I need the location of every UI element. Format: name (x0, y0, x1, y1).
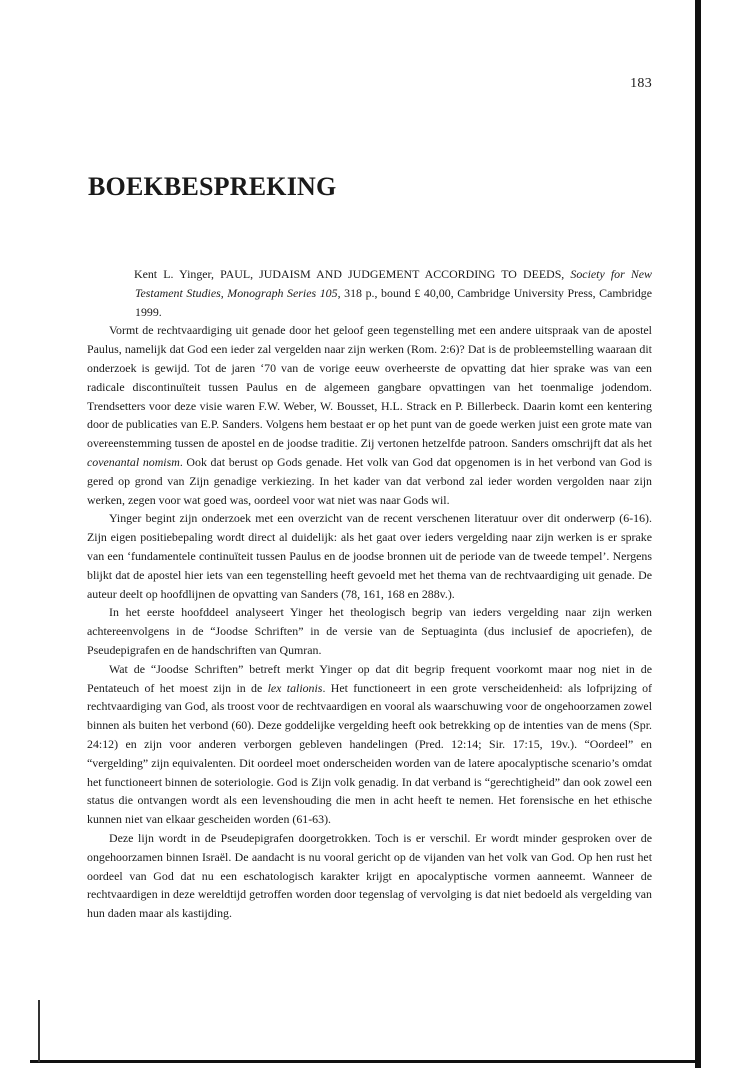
paragraph-text: Deze lijn wordt in de Pseudepigrafen doorgetrokken. Toch is er verschil. Er wordt minder gesproken over de ongehoorzamen binnen Israël. De aandacht is nu vooral gericht op de vijanden van het volk van God. Op hen rust het oordeel van God dat nu een eschatologisch karakter krijgt en apocalyptische vormen aanneemt. Wanneer de rechtvaardigen in deze wereldtijd getroffen worden door tegenslag of vervolging is dat niet bedoeld als vergelding van hun daden maar als kastijding. (87, 830, 652, 921)
paragraph-text: Yinger begint zijn onderzoek met een overzicht van de recent verschenen literatuur over dit onderwerp (6-16). Zijn eigen positiebepaling wordt direct al duidelijk: als het gaat over ieders vergelding naar zijn werken is er sprake van een ‘fundamentele continuïteit tussen Paulus en de joodse bronnen uit de periode van de tweede tempel’. Nergens blijkt dat de apostel hier iets van een tegenstelling heeft gevoeld met het thema van de rechtvaardiging uit genade. De auteur deelt op hoofdlijnen de opvatting van Sanders (78, 161, 168 en 288v.). (87, 511, 652, 601)
paragraph-2 (87, 509, 652, 603)
citation-details: , 318 p., bound £ 40,00, Cambridge University Press, Cambridge 1999. (135, 285, 653, 319)
paragraph-1 (87, 321, 652, 509)
paragraph-italic: covenantal nomism (87, 454, 180, 469)
paragraph-5 (87, 829, 652, 923)
paragraph-text-cont: . Ook dat berust op Gods genade. Het volk van God dat opgenomen is in het verbond van God is gered op grond van Zijn genadige verkiezing. In het kader van dat verbond zal ieder worden vergolden naar zijn werken, zegen voor wat goed was, oordeel voor wat niet was naar Gods wil. (87, 454, 652, 507)
paragraph-3 (87, 603, 652, 659)
paragraph-text: Vormt de rechtvaardiging uit genade door het geloof geen tegenstelling met een andere uitspraak van de apostel Paulus, namelijk dat God een ieder zal vergelden naar zijn werken (Rom. 2:6)? Dat is de probleemstelling waaraan dit onderzoek is gewijd. Tot de jaren ‘70 van de vorige eeuw overheerste de opvatting dat hier sprake was van een radicale discontinuïteit tussen Paulus en de algemeen gangbare opvattingen van het toenmalige jodendom. Trendsetters voor deze visie waren F.W. Weber, W. Bousset, H.L. Strack en P. Billerbeck. Daarin komt een kentering door de publicaties van E.P. Sanders. Volgens hem bestaat er op het punt van de goede werken juist een grote mate van overeenstemming tussen de apostel en de joodse traditie. Zij vertonen hetzelfde patroon. Sanders omschrijft dat als het (87, 323, 652, 451)
scan-edge-right (695, 0, 701, 1068)
page-title: BOEKBESPREKING (88, 172, 337, 201)
paragraph-4 (87, 660, 652, 829)
review-body (87, 265, 652, 923)
paragraph-text: In het eerste hoofddeel analyseert Yinger het theologisch begrip van ieders vergelding naar zijn werken achtereenvolgens in de “Joodse Schriften” in de versie van de Septuaginta (dus inclusief de apocriefen), de Pseudepigrafen en de handschriften van Qumran. (87, 605, 652, 657)
scan-edge-bottom (30, 1060, 701, 1063)
citation-series: Society for New Testament Studies, Monograph Series 105 (135, 267, 652, 300)
book-citation (87, 265, 652, 321)
paragraph-italic: lex talionis (267, 680, 323, 695)
citation-author-title: Kent L. Yinger, PAUL, JUDAISM AND JUDGEMENT ACCORDING TO DEEDS, (134, 267, 565, 281)
paragraph-text: Wat de “Joodse Schriften” betreft merkt Yinger op dat dit begrip frequent voorkomt maar nog niet in de Pentateuch of het moest zijn in de (87, 661, 652, 695)
paragraph-text-cont: . Het functioneert in een grote verscheidenheid: als lofprijzing of rechtvaardiging van God, als troost voor de rechtvaardigen en vooral als waarschuwing voor de ongehoorzamen zowel binnen als buiten het verbond (60). Deze goddelijke vergelding heeft ook betrekking op de intenties van de mens (Spr. 24:12) en zijn voor anderen verborgen gebleven handelingen (Pred. 12:14; Sir. 17:15, 19v.). “Oordeel” en “vergelding” zijn equivalenten. Dit oordeel moet onderscheiden worden van de latere apocalyptische scenario’s omdat het functioneert binnen de soteriologie. God is Zijn volk genadig. In dat verband is “gerechtigheid” dan ook zowel een status die ontvangen wordt als een levenshouding die men in acht heeft te nemen. Het forensische en het ethische kunnen niet van elkaar gescheiden worden (61-63). (87, 680, 652, 827)
page-number: 183 (630, 76, 652, 91)
scan-edge-left (38, 1000, 40, 1062)
